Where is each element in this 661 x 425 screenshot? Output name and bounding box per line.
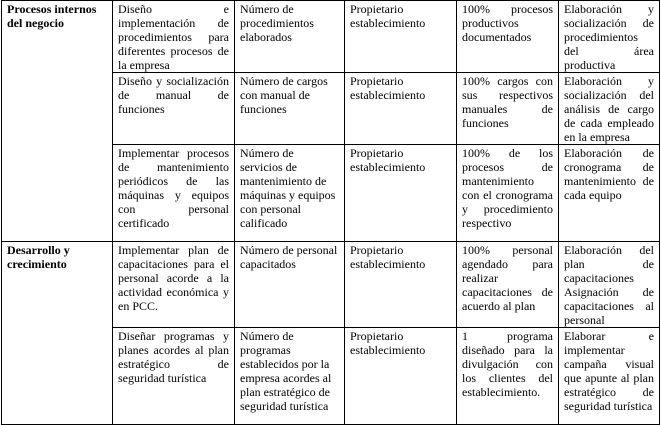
activity-cell: Elaboración del plan de capacitaciones Asignación de capacitaciones al personal [559,242,660,328]
strategy-cell: Diseño y socialización de manual de funciones [113,73,235,145]
indicator-cell: Número de procedimientos elaborados [235,1,345,73]
responsible-cell: Propietario establecimiento [345,145,457,242]
goal-cell: 100% cargos con sus respectivos manuales de funciones [457,73,559,145]
activity-cell: Elaboración y socialización de procedimientos del área productiva [559,1,660,73]
strategy-table [1,0,660,425]
responsible-cell: Propietario establecimiento [345,328,457,425]
table-row [2,242,660,328]
strategy-cell: Implementar plan de capacitaciones para el personal acorde a la actividad económica y en PCC. [113,242,235,328]
goal-cell: 100% personal agendado para realizar capacitaciones de acuerdo al plan [457,242,559,328]
category-cell: Procesos internos del negocio [2,1,113,242]
strategy-cell: Diseñar programas y planes acordes al plan estratégico de seguridad turística [113,328,235,425]
goal-cell: 100% de los procesos de mantenimiento con el cronograma y procedimiento respectivo [457,145,559,242]
table-row [2,1,660,73]
responsible-cell: Propietario establecimiento [345,73,457,145]
activity-cell: Elaboración y socialización del análisis de cargo de cada empleado en la empresa [559,73,660,145]
indicator-cell: Número de personal capacitados [235,242,345,328]
activity-cell: Elaborar e implementar campaña visual que apunte al plan estratégico de seguridad turística [559,328,660,425]
goal-cell: 100% procesos productivos documentados [457,1,559,73]
responsible-cell: Propietario establecimiento [345,1,457,73]
category-cell: Desarrollo y crecimiento [2,242,113,425]
indicator-cell: Número de programas establecidos por la empresa acordes al plan estratégico de seguridad turística [235,328,345,425]
indicator-cell: Número de servicios de mantenimiento de máquinas y equipos con personal calificado [235,145,345,242]
indicator-cell: Número de cargos con manual de funciones [235,73,345,145]
responsible-cell: Propietario establecimiento [345,242,457,328]
goal-cell: 1 programa diseñado para la divulgación con los clientes del establecimiento. [457,328,559,425]
activity-cell: Elaboración de cronograma de mantenimiento de cada equipo [559,145,660,242]
strategy-cell: Diseño e implementación de procedimientos para diferentes procesos de la empresa [113,1,235,73]
strategy-cell: Implementar procesos de mantenimiento periódicos de las máquinas y equipos con personal certificado [113,145,235,242]
